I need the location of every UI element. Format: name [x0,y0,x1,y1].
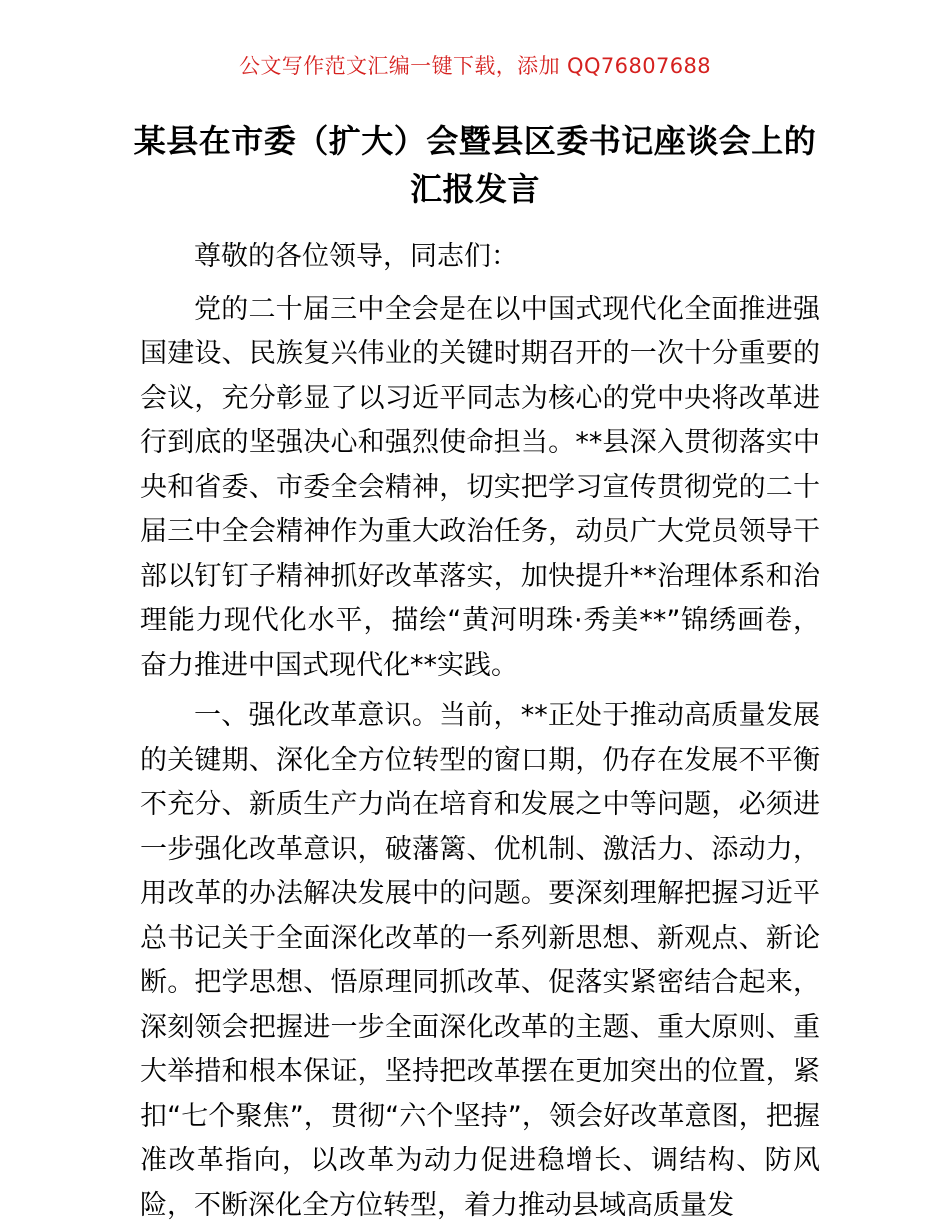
page-title [0,77,950,213]
paragraph-intro: 党的二十届三中全会是在以中国式现代化全面推进强国建设、民族复兴伟业的关键时期召开的一次十分重要的会议，充分彰显了以习近平同志为核心的党中央将改革进行到底的坚强决心和强烈使命担当。**县深入贯彻落实中央和省委、市委全会精神，切实把学习宣传贯彻党的二十届三中全会精神作为重大政治任务，动员广大党员领导干部以钉钉子精神抓好改革落实，加快提升**治理体系和治理能力现代化水平，描绘“黄河明珠·秀美**”锦绣画卷，奋力推进中国式现代化**实践。 [140,293,820,681]
document-body [0,213,950,1228]
paragraph-salutation: 尊敬的各位领导，同志们： [194,241,518,272]
page-title-text: 某县在市委（扩大）会暨县区委书记座谈会上的汇报发言 [133,122,817,208]
paragraph-section-one: 一、强化改革意识。当前，**正处于推动高质量发展的关键期、深化全方位转型的窗口期，仍存在发展不平衡不充分、新质生产力尚在培育和发展之中等问题，必须进一步强化改革意识，破藩篱、优机制、激活力、添动力，用改革的办法解决发展中的问题。要深刻理解把握习近平总书记关于全面深化改革的一系列新思想、新观点、新论断。把学思想、悟原理同抓改革、促落实紧密结合起来，深刻领会把握进一步全面深化改革的主题、重大原则、重大举措和根本保证，坚持把改革摆在更加突出的位置，紧扣“七个聚焦”，贯彻“六个坚持”，领会好改革意图，把握准改革指向，以改革为动力促进稳增长、调结构、防风险，不断深化全方位转型，着力推动县域高质量发 [140,700,820,1221]
promo-banner [0,0,950,77]
promo-banner-text: 公文写作范文汇编一键下载，添加 QQ76807688 [238,54,712,78]
